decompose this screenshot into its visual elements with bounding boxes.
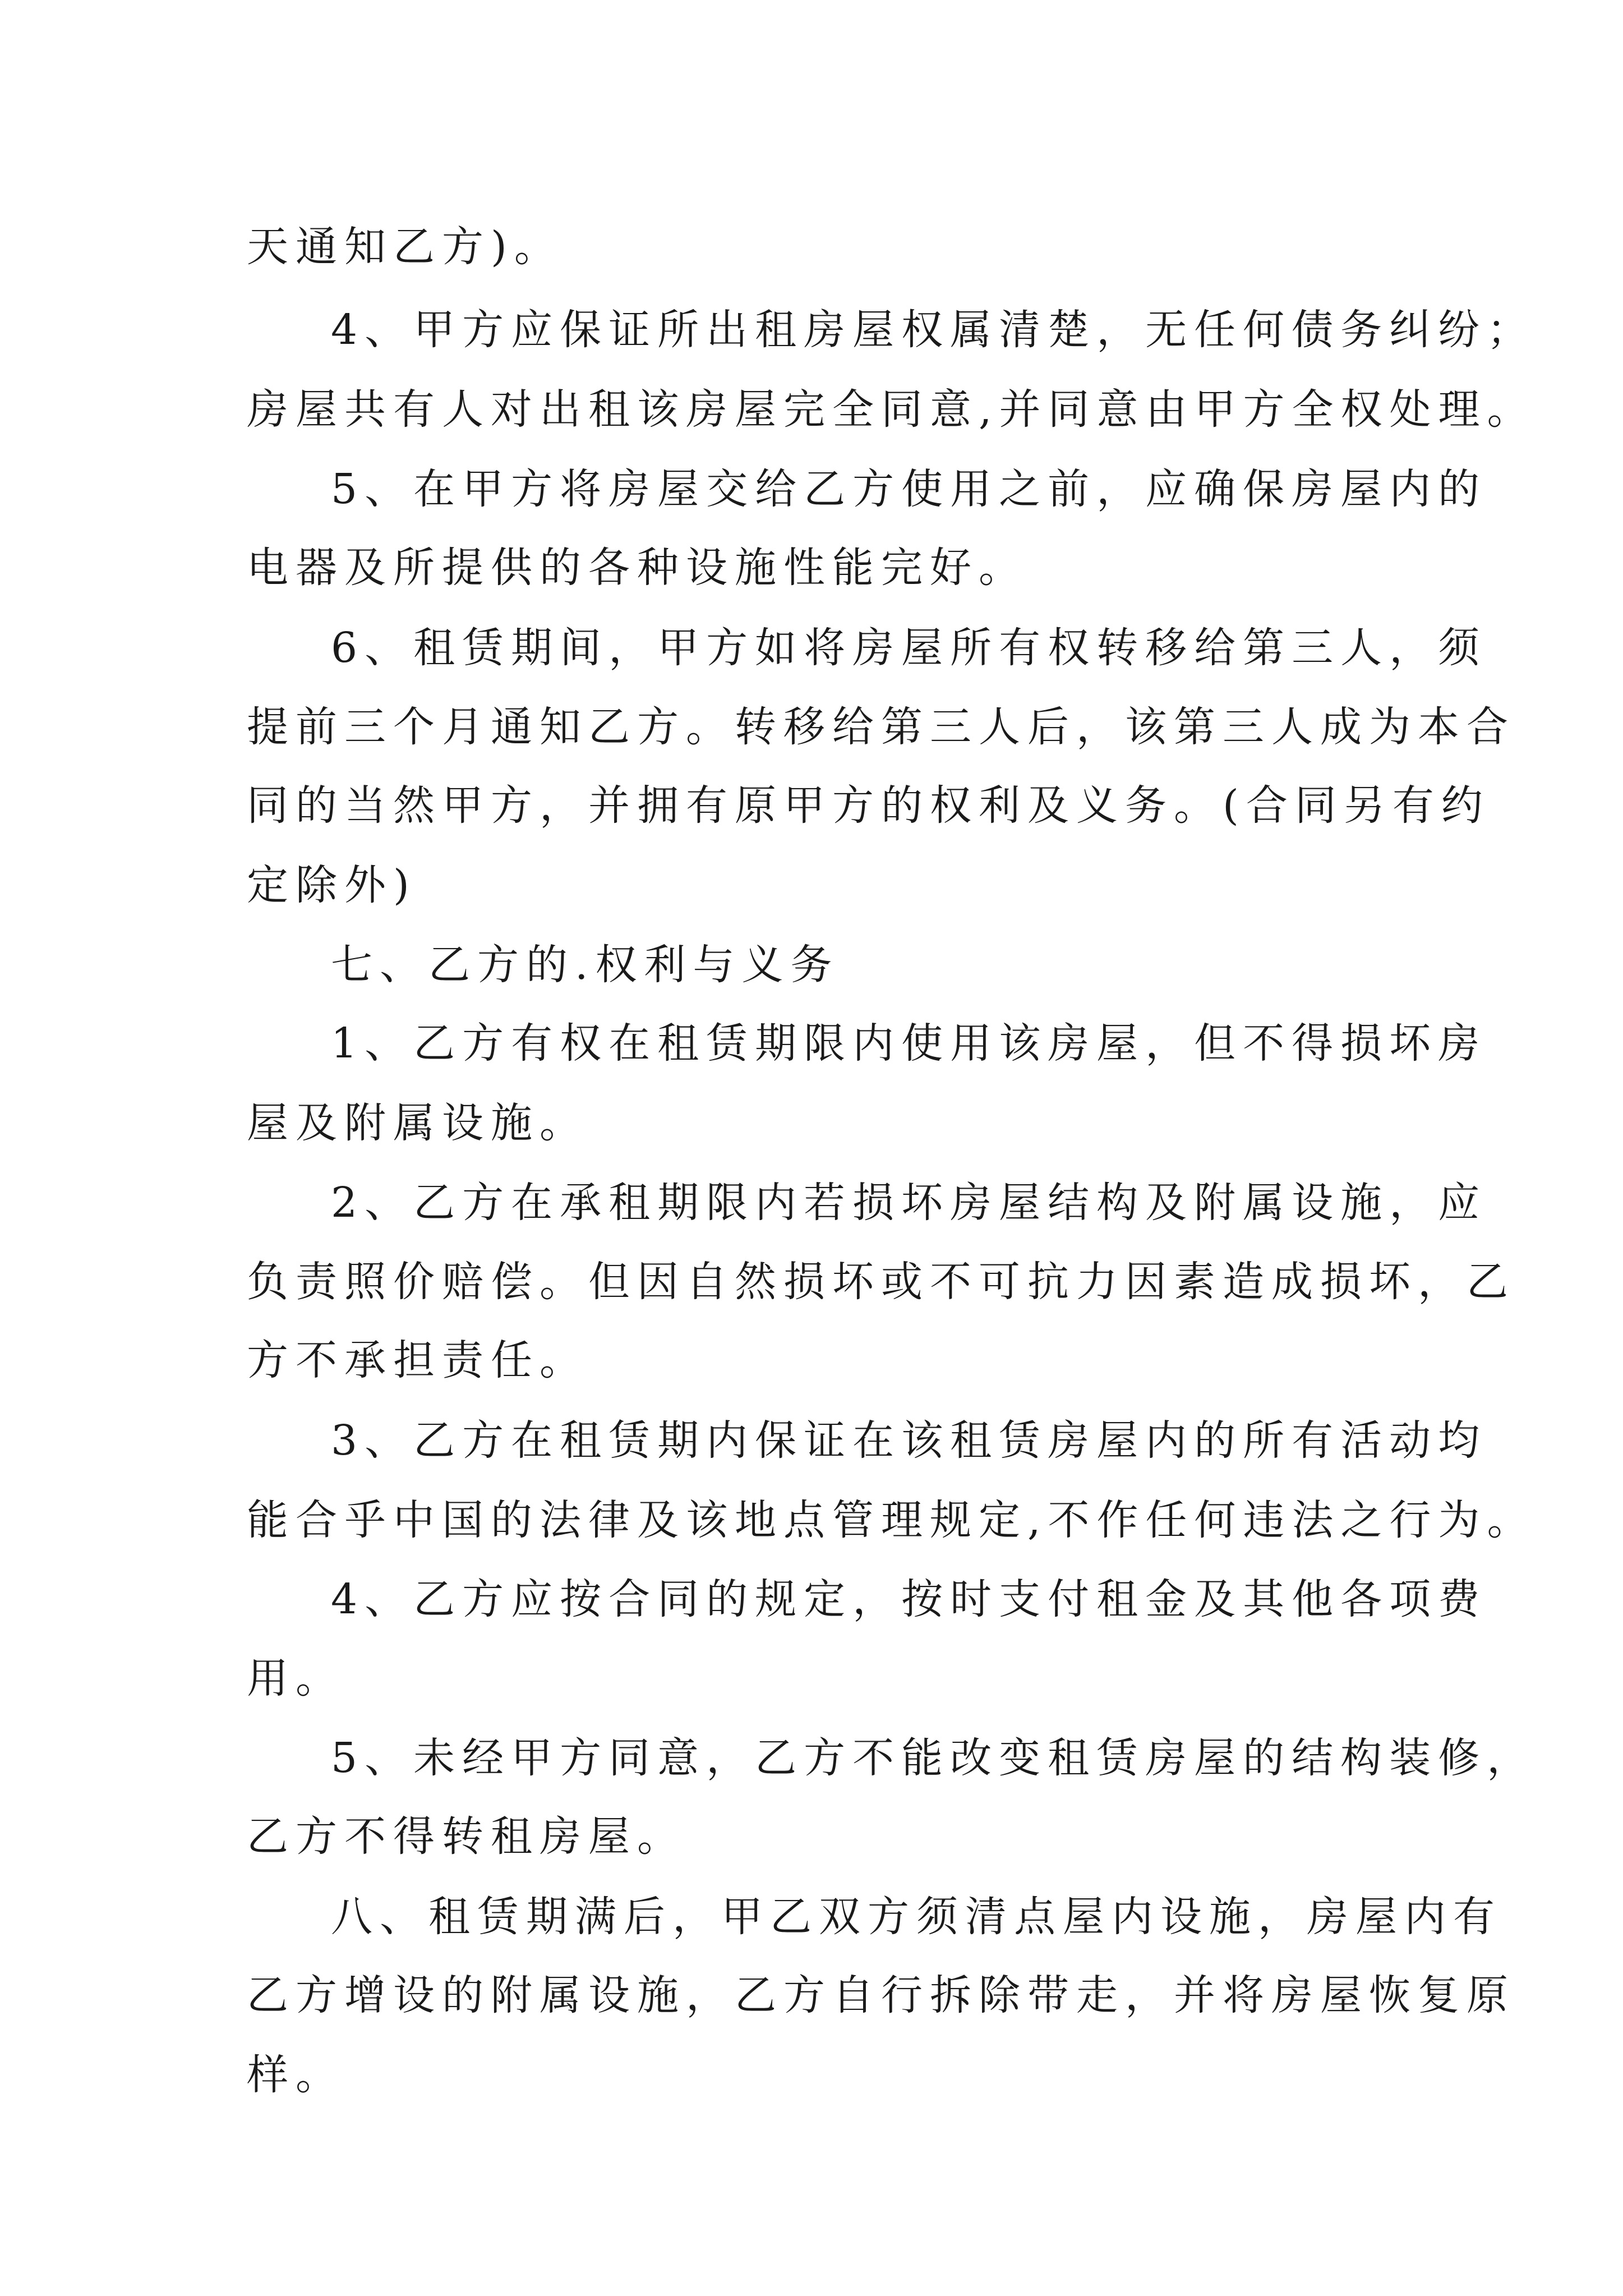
section-heading-8: 八、租赁期满后，甲乙双方须清点屋内设施，房屋内有 — [331, 1893, 1502, 1941]
text-line: 样。 — [247, 2051, 344, 2099]
text-line: 电器及所提供的各种设施性能完好。 — [247, 544, 1027, 592]
text-line: 天通知乙方)。 — [247, 223, 563, 271]
clause-b-3: 3、乙方在租赁期内保证在该租赁房屋内的所有活动均 — [331, 1416, 1487, 1465]
section-heading-7: 七、乙方的.权利与义务 — [331, 941, 840, 989]
text-line: 提前三个月通知乙方。转移给第三人后，该第三人成为本合 — [247, 703, 1515, 751]
text-line: 同的当然甲方，并拥有原甲方的权利及义务。(合同另有约 — [247, 781, 1490, 830]
text-line: 乙方不得转租房屋。 — [247, 1812, 686, 1861]
clause-b-4: 4、乙方应按合同的规定，按时支付租金及其他各项费 — [331, 1575, 1487, 1623]
clause-b-5: 5、未经甲方同意，乙方不能改变租赁房屋的结构装修， — [331, 1734, 1536, 1782]
text-line: 定除外) — [247, 861, 417, 909]
clause-b-2: 2、乙方在承租期限内若损坏房屋结构及附属设施，应 — [331, 1179, 1487, 1227]
text-line: 负责照价赔偿。但因自然损坏或不可抗力因素造成损坏，乙 — [247, 1258, 1515, 1306]
clause-a-5: 5、在甲方将房屋交给乙方使用之前，应确保房屋内的 — [331, 465, 1487, 513]
clause-a-4: 4、甲方应保证所出租房屋权属清楚，无任何债务纠纷； — [331, 306, 1536, 354]
clause-a-6: 6、租赁期间，甲方如将房屋所有权转移给第三人，须 — [331, 624, 1487, 672]
clause-b-1: 1、乙方有权在租赁期限内使用该房屋，但不得损坏房 — [331, 1019, 1487, 1068]
text-line: 能合乎中国的法律及该地点管理规定,不作任何违法之行为。 — [247, 1496, 1536, 1544]
text-line: 用。 — [247, 1654, 344, 1703]
text-line: 房屋共有人对出租该房屋完全同意,并同意由甲方全权处理。 — [247, 385, 1536, 434]
text-line: 乙方增设的附属设施，乙方自行拆除带走，并将房屋恢复原 — [247, 1971, 1515, 2019]
text-line: 方不承担责任。 — [247, 1336, 588, 1384]
text-line: 屋及附属设施。 — [247, 1099, 588, 1147]
